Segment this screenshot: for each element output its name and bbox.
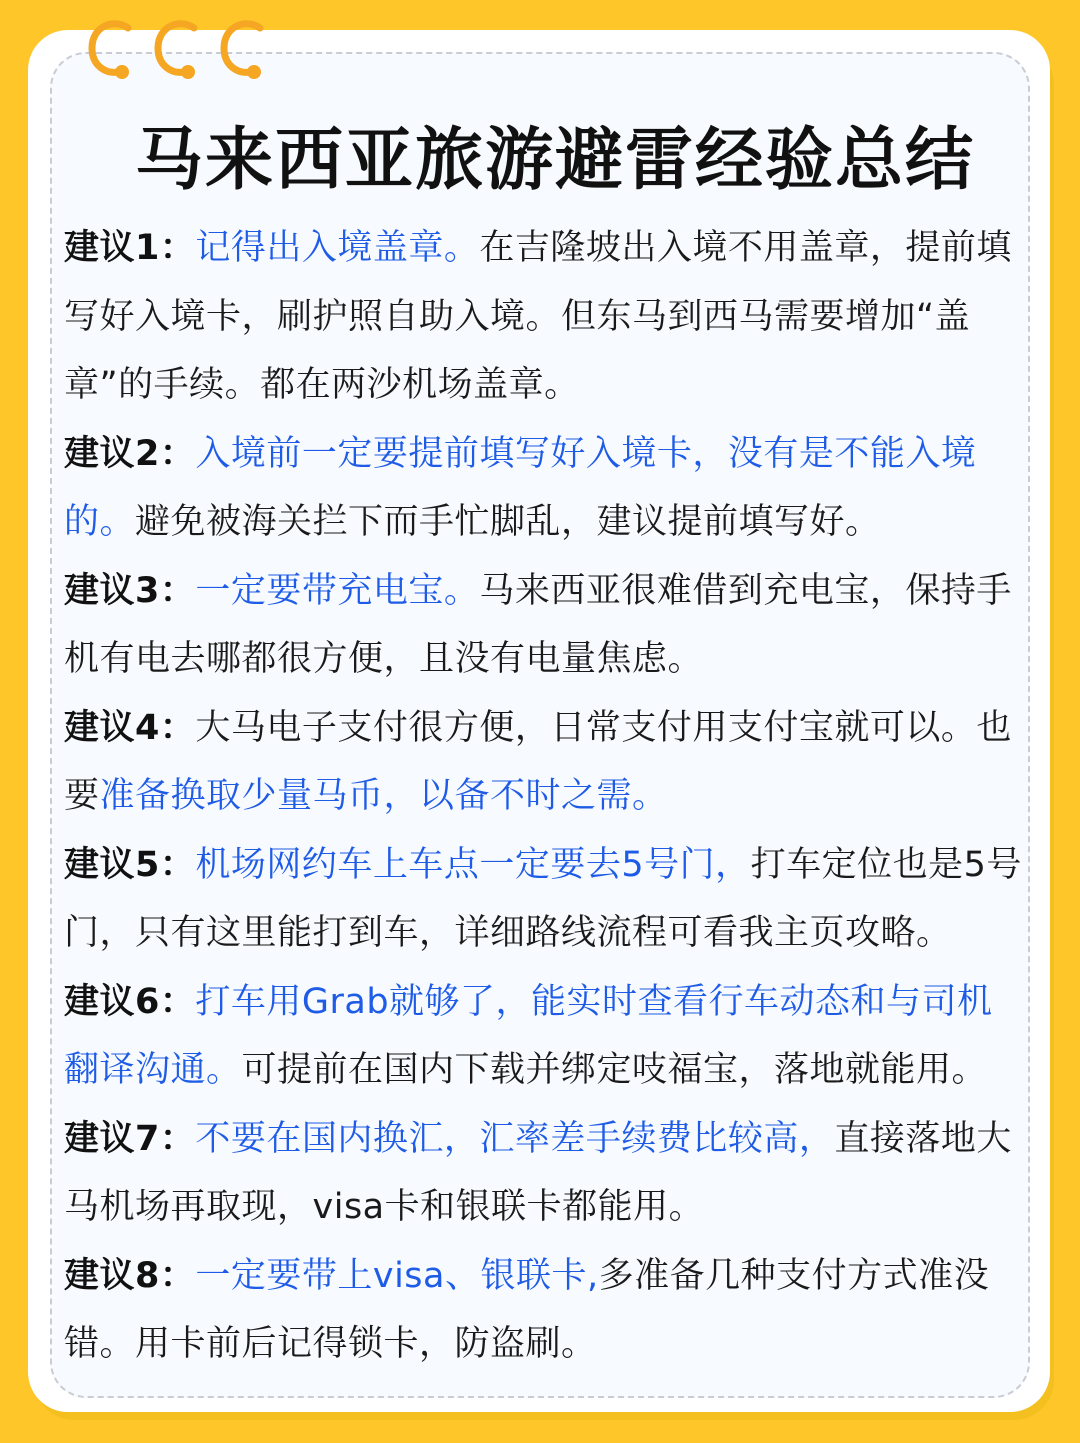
tip-text: 多准备几种支付方式准没错。用卡前后记得锁卡，防盗刷。 (64, 1255, 990, 1364)
tip-1 (64, 214, 1024, 420)
tip-label: 建议2： (64, 433, 196, 474)
tips-list (64, 214, 1024, 1379)
tip-text: 可提前在国内下载并绑定吱福宝，落地就能用。 (241, 1050, 988, 1090)
tip-7 (64, 1105, 1024, 1242)
tip-6 (64, 968, 1024, 1105)
tip-text: 避免被海关拦下而手忙脚乱，建议提前填写好。 (135, 502, 881, 542)
tip-label: 建议7： (64, 1118, 196, 1159)
binder-ring-3 (224, 24, 260, 73)
tip-text: 在吉隆坡出入境不用盖章，提前填写好入境卡，刷护照自助入境。但东马到西马需要增加“盖章”的手续。都在两沙机场盖章。 (64, 228, 1012, 405)
tip-2 (64, 420, 1024, 557)
tip-highlight: 准备换取少量马币，以备不时之需。 (99, 776, 668, 816)
tip-8 (64, 1242, 1024, 1379)
page-title: 马来西亚旅游避雷经验总结 (134, 121, 975, 200)
tip-highlight: 一定要带充电宝。 (195, 570, 480, 611)
tip-highlight: 打车用Grab就够了，能实时查看行车动态和与司机翻译沟通。 (64, 981, 993, 1090)
tip-text: 直接落地大马机场再取现，visa卡和银联卡都能用。 (64, 1118, 1012, 1227)
tip-highlight: 机场网约车上车点一定要去5号门， (195, 844, 751, 885)
tip-label: 建议3： (64, 570, 196, 611)
tip-highlight: 一定要带上visa、银联卡, (195, 1255, 599, 1296)
tip-highlight: 入境前一定要提前填写好入境卡，没有是不能入境的。 (64, 433, 977, 542)
tip-label: 建议6： (64, 981, 196, 1022)
tip-text: 打车定位也是5号门，只有这里能打到车，详细路线流程可看我主页攻略。 (64, 844, 1022, 953)
tip-label: 建议4： (64, 707, 196, 748)
tip-4 (64, 694, 1024, 831)
binder-ring-1 (92, 24, 128, 73)
tip-5 (64, 831, 1024, 968)
tip-label: 建议1： (64, 228, 196, 268)
tip-text: 大马电子支付很方便，日常支付用支付宝就可以。也要 (64, 707, 1012, 816)
tip-3 (64, 557, 1024, 694)
tip-highlight: 不要在国内换汇，汇率差手续费比较高， (195, 1118, 835, 1159)
binder-ring-2 (158, 24, 194, 73)
tip-label: 建议5： (64, 844, 196, 885)
tip-highlight: 记得出入境盖章。 (195, 228, 480, 268)
binder-rings-icon (84, 10, 284, 90)
tip-text: 马来西亚很难借到充电宝，保持手机有电去哪都很方便，且没有电量焦虑。 (64, 570, 1012, 679)
tip-label: 建议8： (64, 1255, 196, 1296)
